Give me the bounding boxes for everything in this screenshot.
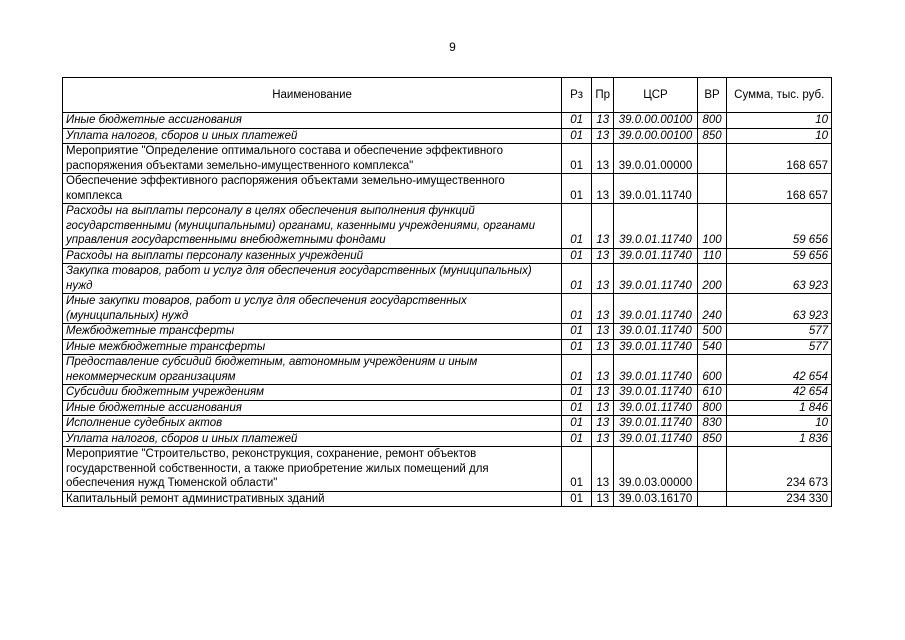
cell-vr: 830 [697, 416, 727, 432]
cell-csr: 39.0.01.11740 [614, 431, 697, 447]
cell-name: Межбюджетные трансферты [63, 324, 562, 340]
table-row [63, 324, 832, 340]
cell-pr: 13 [592, 204, 614, 249]
cell-name: Иные межбюджетные трансферты [63, 339, 562, 355]
header-rz: Рз [562, 78, 592, 113]
table-row [63, 355, 832, 385]
cell-name: Иные бюджетные ассигнования [63, 400, 562, 416]
cell-sum: 1 846 [727, 400, 832, 416]
header-sum: Сумма, тыс. руб. [727, 78, 832, 113]
cell-rz: 01 [562, 174, 592, 204]
cell-csr: 39.0.00.00100 [614, 113, 697, 129]
cell-name: Субсидии бюджетным учреждениям [63, 385, 562, 401]
cell-pr: 13 [592, 385, 614, 401]
cell-vr: 100 [697, 204, 727, 249]
cell-sum: 42 654 [727, 355, 832, 385]
cell-sum: 63 923 [727, 294, 832, 324]
cell-pr: 13 [592, 324, 614, 340]
cell-rz: 01 [562, 339, 592, 355]
table-row [63, 144, 832, 174]
cell-sum: 234 330 [727, 491, 832, 507]
table-header-row [63, 78, 832, 113]
cell-name: Иные закупки товаров, работ и услуг для обеспечения государственных (муниципальных) нужд [63, 294, 562, 324]
cell-sum: 10 [727, 416, 832, 432]
cell-name: Расходы на выплаты персоналу казенных учреждений [63, 248, 562, 264]
cell-csr: 39.0.01.11740 [614, 174, 697, 204]
header-name: Наименование [63, 78, 562, 113]
table-row [63, 128, 832, 144]
cell-sum: 1 836 [727, 431, 832, 447]
cell-pr: 13 [592, 447, 614, 492]
cell-csr: 39.0.03.00000 [614, 447, 697, 492]
page-number: 9 [449, 40, 456, 54]
table-row [63, 385, 832, 401]
cell-vr: 800 [697, 400, 727, 416]
cell-rz: 01 [562, 128, 592, 144]
cell-sum: 577 [727, 324, 832, 340]
header-csr: ЦСР [614, 78, 697, 113]
cell-name: Предоставление субсидий бюджетным, автономным учреждениям и иным некоммерческим организациям [63, 355, 562, 385]
cell-pr: 13 [592, 144, 614, 174]
table-row [63, 491, 832, 507]
cell-vr: 850 [697, 431, 727, 447]
cell-csr: 39.0.01.11740 [614, 294, 697, 324]
cell-vr [697, 491, 727, 507]
cell-vr: 110 [697, 248, 727, 264]
cell-rz: 01 [562, 264, 592, 294]
cell-name: Мероприятие "Строительство, реконструкция, сохранение, ремонт объектов государственной собственности, а также приобретение жилых помещений для обеспечения нужд Тюменской области" [63, 447, 562, 492]
table-row [63, 113, 832, 129]
cell-vr: 540 [697, 339, 727, 355]
cell-sum: 59 656 [727, 248, 832, 264]
cell-pr: 13 [592, 339, 614, 355]
cell-csr: 39.0.01.11740 [614, 264, 697, 294]
table-body [63, 113, 832, 507]
cell-csr: 39.0.03.16170 [614, 491, 697, 507]
cell-name: Мероприятие "Определение оптимального состава и обеспечение эффективного распоряжения объектами земельно-имущественного комплекса" [63, 144, 562, 174]
cell-csr: 39.0.01.11740 [614, 204, 697, 249]
cell-rz: 01 [562, 416, 592, 432]
header-pr: Пр [592, 78, 614, 113]
cell-rz: 01 [562, 491, 592, 507]
cell-pr: 13 [592, 113, 614, 129]
cell-vr [697, 174, 727, 204]
cell-sum: 168 657 [727, 174, 832, 204]
cell-rz: 01 [562, 294, 592, 324]
cell-rz: 01 [562, 400, 592, 416]
table-row [63, 248, 832, 264]
cell-vr: 200 [697, 264, 727, 294]
cell-sum: 42 654 [727, 385, 832, 401]
cell-sum: 10 [727, 128, 832, 144]
table-row [63, 431, 832, 447]
cell-vr [697, 144, 727, 174]
cell-pr: 13 [592, 491, 614, 507]
cell-vr: 240 [697, 294, 727, 324]
cell-sum: 168 657 [727, 144, 832, 174]
cell-pr: 13 [592, 264, 614, 294]
header-vr: ВР [697, 78, 727, 113]
cell-csr: 39.0.01.11740 [614, 324, 697, 340]
cell-name: Иные бюджетные ассигнования [63, 113, 562, 129]
cell-rz: 01 [562, 447, 592, 492]
cell-sum: 59 656 [727, 204, 832, 249]
cell-vr: 800 [697, 113, 727, 129]
cell-csr: 39.0.01.11740 [614, 248, 697, 264]
cell-pr: 13 [592, 174, 614, 204]
cell-csr: 39.0.00.00100 [614, 128, 697, 144]
cell-sum: 63 923 [727, 264, 832, 294]
cell-name: Капитальный ремонт административных зданий [63, 491, 562, 507]
table-row [63, 447, 832, 492]
table-row [63, 264, 832, 294]
cell-pr: 13 [592, 128, 614, 144]
cell-rz: 01 [562, 324, 592, 340]
cell-vr: 610 [697, 385, 727, 401]
cell-vr [697, 447, 727, 492]
cell-rz: 01 [562, 113, 592, 129]
cell-pr: 13 [592, 416, 614, 432]
cell-rz: 01 [562, 144, 592, 174]
cell-rz: 01 [562, 355, 592, 385]
cell-pr: 13 [592, 248, 614, 264]
cell-csr: 39.0.01.11740 [614, 416, 697, 432]
cell-name: Исполнение судебных актов [63, 416, 562, 432]
cell-rz: 01 [562, 385, 592, 401]
cell-name: Расходы на выплаты персоналу в целях обеспечения выполнения функций государственными (муниципальными) органами, казенными учреждениями, органами управления государственными внебюджетными фондами [63, 204, 562, 249]
cell-vr: 850 [697, 128, 727, 144]
cell-pr: 13 [592, 294, 614, 324]
cell-pr: 13 [592, 355, 614, 385]
cell-name: Обеспечение эффективного распоряжения объектами земельно-имущественного комплекса [63, 174, 562, 204]
table-row [63, 204, 832, 249]
cell-csr: 39.0.01.00000 [614, 144, 697, 174]
cell-vr: 500 [697, 324, 727, 340]
cell-rz: 01 [562, 431, 592, 447]
cell-csr: 39.0.01.11740 [614, 385, 697, 401]
table-row [63, 174, 832, 204]
cell-vr: 600 [697, 355, 727, 385]
cell-csr: 39.0.01.11740 [614, 339, 697, 355]
cell-rz: 01 [562, 204, 592, 249]
cell-sum: 234 673 [727, 447, 832, 492]
cell-sum: 10 [727, 113, 832, 129]
table-row [63, 294, 832, 324]
cell-pr: 13 [592, 400, 614, 416]
cell-csr: 39.0.01.11740 [614, 400, 697, 416]
cell-name: Уплата налогов, сборов и иных платежей [63, 431, 562, 447]
budget-table [62, 77, 832, 507]
table-row [63, 416, 832, 432]
cell-sum: 577 [727, 339, 832, 355]
table-row [63, 400, 832, 416]
cell-pr: 13 [592, 431, 614, 447]
cell-name: Закупка товаров, работ и услуг для обеспечения государственных (муниципальных) нужд [63, 264, 562, 294]
cell-csr: 39.0.01.11740 [614, 355, 697, 385]
table-row [63, 339, 832, 355]
cell-rz: 01 [562, 248, 592, 264]
cell-name: Уплата налогов, сборов и иных платежей [63, 128, 562, 144]
